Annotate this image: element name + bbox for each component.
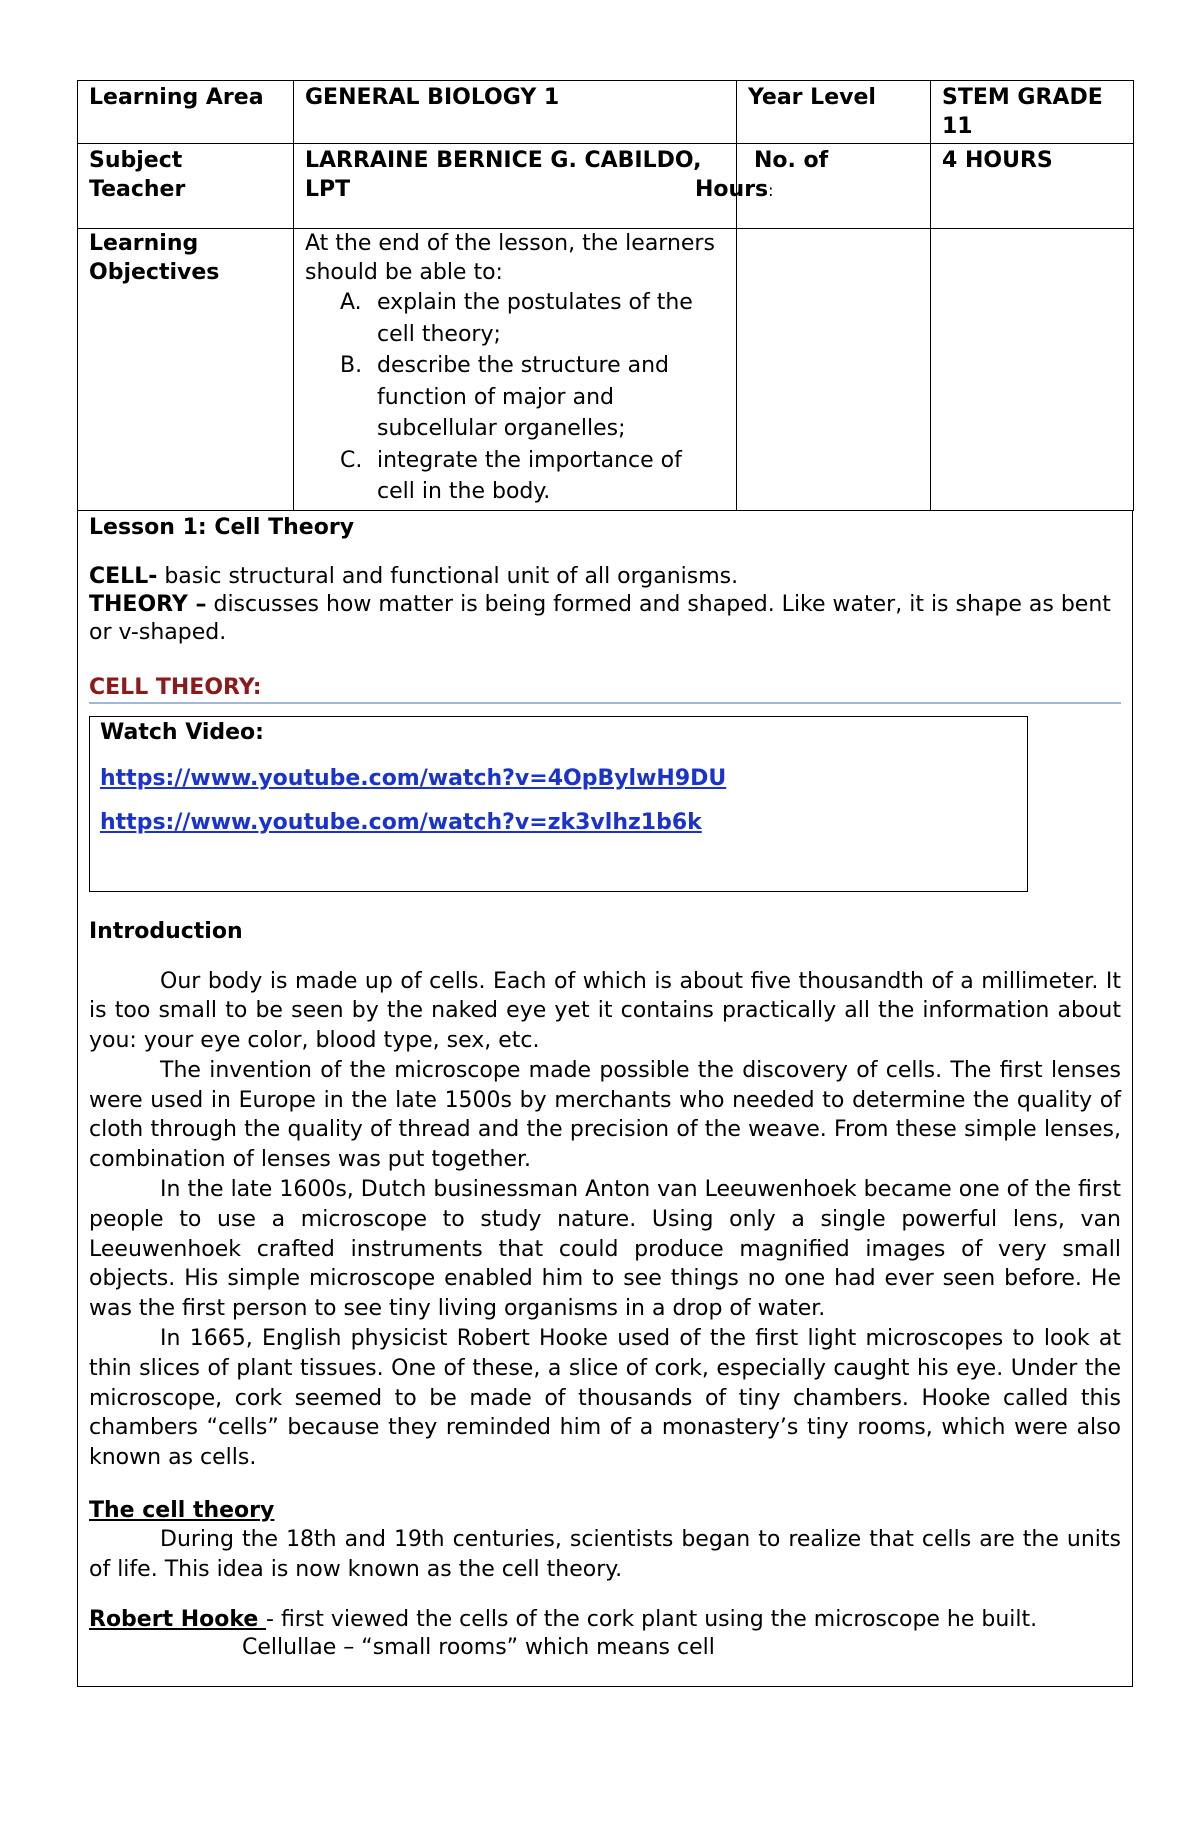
- hours-label-cell: [695, 144, 931, 229]
- introduction-heading: Introduction: [89, 918, 243, 944]
- objectives-list: [305, 287, 718, 508]
- cell-theory-heading: CELL THEORY:: [89, 674, 1121, 704]
- objective-item: [305, 287, 718, 350]
- cell-def: basic structural and functional unit of all organisms.: [157, 563, 739, 589]
- year-level-label: Year Level: [737, 81, 931, 144]
- robert-hooke-entry: [89, 1606, 1121, 1634]
- objective-letter: A.: [340, 290, 362, 315]
- hours-colon: :: [768, 181, 774, 200]
- subject-teacher-value: LARRAINE BERNICE G. CABILDO, LPT: [294, 144, 737, 229]
- objective-text: integrate the importance of cell in the body.: [377, 447, 682, 504]
- empty-cell: [737, 229, 931, 511]
- video-link-2[interactable]: https://www.youtube.com/watch?v=zk3vlhz1b6k: [100, 809, 702, 835]
- video-link-1[interactable]: https://www.youtube.com/watch?v=4OpBylwH9DU: [100, 765, 727, 791]
- cell-theory-paragraph: During the 18th and 19th centuries, scientists began to realize that cells are the units of life. This idea is now known as the cell theory.: [89, 1527, 1121, 1582]
- lesson-document: [77, 80, 1133, 1687]
- theory-definition: [89, 591, 1121, 647]
- hours-value: 4 HOURS: [931, 144, 1134, 229]
- learning-area-value: GENERAL BIOLOGY 1: [294, 81, 737, 144]
- objective-letter: C.: [340, 447, 363, 473]
- lesson-body: [77, 511, 1133, 1687]
- year-level-value: STEM GRADE 11: [931, 81, 1134, 144]
- objectives-cell: [294, 229, 737, 511]
- intro-paragraph: In the late 1600s, Dutch businessman Anton van Leeuwenhoek became one of the first people to use a microscope to study nature. Using only a single powerful lens, van Leeuwenhoek crafted instruments that could produce magnified images of very small objects. His simple microscope enabled him to see things no one had ever seen before. He was the first person to see tiny living organisms in a drop of water.: [89, 1177, 1121, 1322]
- hours-label-part2: Hours: [695, 177, 769, 202]
- empty-cell: [931, 229, 1134, 511]
- hooke-text: - first viewed the cells of the cork plant using the microscope he built.: [266, 1606, 1038, 1632]
- intro-paragraph: In 1665, English physicist Robert Hooke used of the first light microscopes to look at thin slices of plant tissues. One of these, a slice of cork, especially caught his eye. Under the microscope, cork seemed to be made of thousands of tiny chambers. Hooke called this chambers “cells” because they reminded him of a monastery’s tiny rooms, which were also known as cells.: [89, 1326, 1121, 1471]
- hooke-name: Robert Hooke: [89, 1606, 267, 1632]
- objective-text: describe the structure and function of major and subcellular organelles;: [377, 353, 670, 441]
- intro-paragraph: Our body is made up of cells. Each of which is about five thousandth of a millimeter. It is too small to be seen by the naked eye yet it contains practically all the information about you: your eye color, blood type, sex, etc.: [89, 968, 1121, 1054]
- cell-definition: [89, 563, 1121, 591]
- objective-text: explain the postulates of the cell theory;: [377, 290, 693, 347]
- cell-theory-subheading: The cell theory: [89, 1498, 275, 1524]
- objectives-label: Learning Objectives: [78, 229, 294, 511]
- video-title: Watch Video:: [100, 719, 264, 745]
- cellullae-line: Cellullae – “small rooms” which means cell: [242, 1634, 715, 1660]
- theory-term: THEORY –: [89, 591, 207, 617]
- hours-label-part1: No. of: [754, 148, 829, 173]
- header-table: [77, 80, 1134, 511]
- cell-term: CELL-: [89, 563, 158, 589]
- objective-item: [305, 350, 718, 445]
- intro-paragraph: The invention of the microscope made possible the discovery of cells. The first lenses were used in Europe in the late 1500s by merchants who needed to determine the quality of cloth through the quality of thread and the precision of the weave. From these simple lenses, combination of lenses was put together.: [89, 1057, 1121, 1173]
- objectives-intro: At the end of the lesson, the learners should be able to:: [305, 231, 715, 285]
- theory-def: discusses how matter is being formed and shaped. Like water, it is shape as bent or v-shaped.: [89, 591, 1111, 645]
- subject-teacher-label: Subject Teacher: [78, 144, 294, 229]
- objective-item: [305, 445, 718, 508]
- learning-area-label: Learning Area: [78, 81, 294, 144]
- objective-letter: B.: [340, 353, 363, 378]
- video-box: [89, 716, 1028, 892]
- lesson-title: Lesson 1: Cell Theory: [89, 514, 355, 540]
